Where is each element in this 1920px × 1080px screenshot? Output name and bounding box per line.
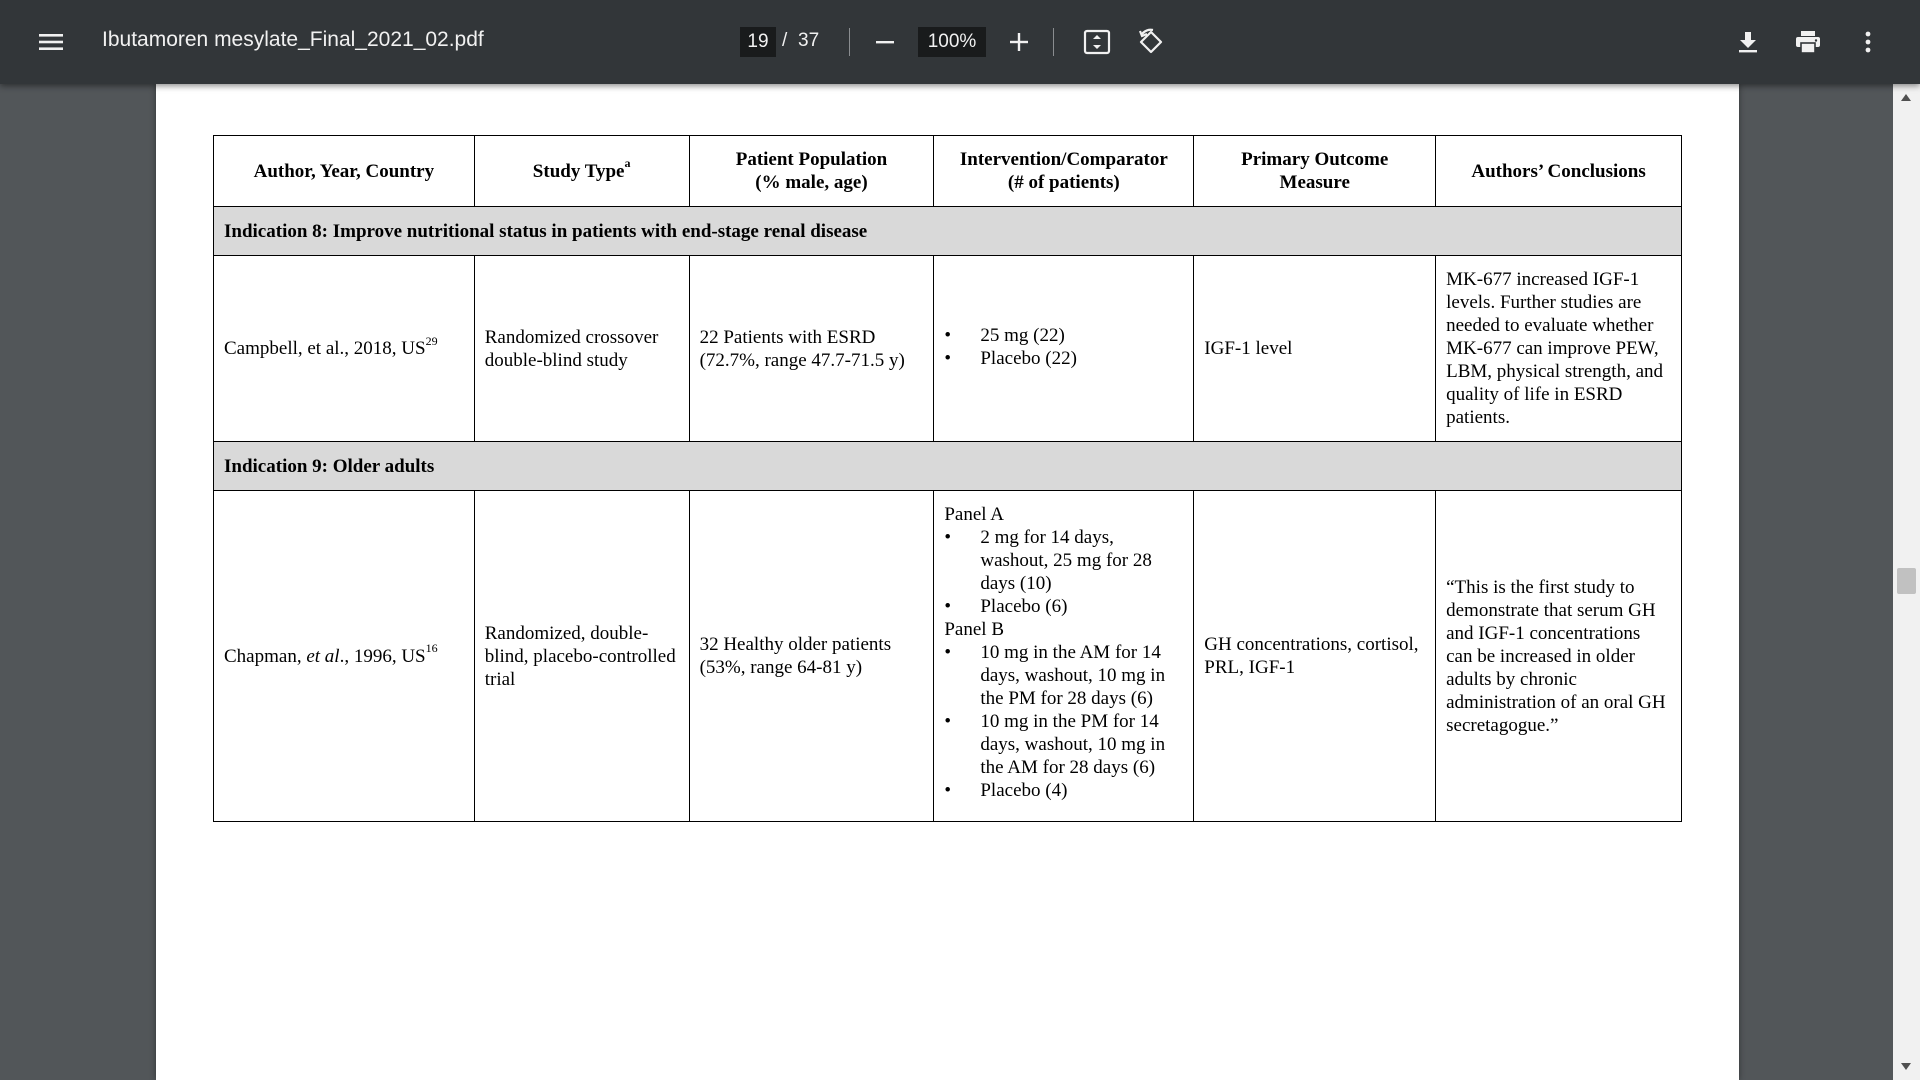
fit-to-page-icon (1083, 29, 1111, 55)
cell-outcome: IGF-1 level (1194, 256, 1436, 442)
intervention-list (944, 526, 1183, 618)
scroll-up-arrow-icon[interactable] (1901, 94, 1911, 101)
section-row (214, 207, 1682, 256)
document-title: Ibutamoren mesylate_Final_2021_02.pdf (102, 28, 484, 51)
panel-a-label: Panel A (944, 504, 1004, 525)
intervention-list (944, 641, 1183, 802)
study-table (213, 135, 1682, 822)
zoom-out-button[interactable] (863, 20, 907, 64)
panel-b-label: Panel B (944, 619, 1004, 640)
scroll-thumb[interactable] (1897, 568, 1916, 594)
vertical-scrollbar[interactable] (1893, 84, 1920, 1080)
more-vert-icon (1864, 30, 1872, 54)
section-title: Indication 8: Improve nutritional status in patients with end-stage renal disease (214, 207, 1682, 256)
table-row (214, 256, 1682, 442)
fit-to-page-button[interactable] (1075, 20, 1119, 64)
zoom-level-input[interactable] (918, 27, 986, 57)
minus-icon (875, 32, 895, 52)
download-button[interactable] (1726, 20, 1770, 64)
cell-conclusion: MK-677 increased IGF-1 levels. Further studies are needed to evaluate whether MK-677 can improve PEW, LBM, physical strength, and quality of life in ESRD patients. (1436, 256, 1682, 442)
cell-intervention (934, 491, 1194, 822)
list-item: • 10 mg in the AM for 14 days, washout, 10 mg in the PM for 28 days (6) (944, 641, 1183, 710)
plus-icon (1009, 32, 1029, 52)
zoom-in-button[interactable] (997, 20, 1041, 64)
page-total: 37 (798, 30, 820, 51)
cell-author: Campbell, et al., 2018, US$^{29}$ (214, 256, 475, 442)
table-header-row (214, 136, 1682, 207)
header-outcome: Primary Outcome Measure (1194, 136, 1436, 207)
cell-study-type: Randomized crossover double-blind study (474, 256, 689, 442)
list-item: • Placebo (6) (944, 595, 1183, 618)
cell-population: 22 Patients with ESRD (72.7%, range 47.7-71.5 y) (689, 256, 934, 442)
cell-author: Chapman, et al., 1996, US$^{16}$ (214, 491, 475, 822)
header-population: Patient Population (% male, age) (689, 136, 934, 207)
intervention-list (944, 324, 1183, 370)
menu-button[interactable] (26, 20, 76, 64)
rotate-icon (1137, 28, 1165, 56)
pdf-toolbar (0, 0, 1920, 84)
print-button[interactable] (1786, 20, 1830, 64)
menu-icon (38, 32, 64, 52)
section-row (214, 442, 1682, 491)
page-separator: / (782, 30, 788, 51)
download-icon (1737, 30, 1759, 54)
header-intervention: Intervention/Comparator (# of patients) (934, 136, 1194, 207)
cell-population: 32 Healthy older patients (53%, range 64-81 y) (689, 491, 934, 822)
table-row (214, 491, 1682, 822)
header-author: Author, Year, Country (214, 136, 475, 207)
cell-study-type: Randomized, double-blind, placebo-controlled trial (474, 491, 689, 822)
list-item: • 25 mg (22) (944, 324, 1183, 347)
rotate-button[interactable] (1129, 20, 1173, 64)
section-title: Indication 9: Older adults (214, 442, 1682, 491)
list-item: • Placebo (22) (944, 347, 1183, 370)
scroll-down-arrow-icon[interactable] (1901, 1063, 1911, 1070)
cell-conclusion: “This is the first study to demonstrate that serum GH and IGF-1 concentrations can be increased in older adults by chronic administration of an oral GH secretagogue.” (1436, 491, 1682, 822)
more-options-button[interactable] (1846, 20, 1890, 64)
print-icon (1795, 30, 1821, 54)
toolbar-divider (1053, 28, 1054, 56)
page-number-input[interactable] (740, 27, 776, 57)
cell-outcome: GH concentrations, cortisol, PRL, IGF-1 (1194, 491, 1436, 822)
header-conclusions: Authors’ Conclusions (1436, 136, 1682, 207)
toolbar-divider (849, 28, 850, 56)
header-study-type: Study Type$^a$ (474, 136, 689, 207)
list-item: • 10 mg in the PM for 14 days, washout, 10 mg in the AM for 28 days (6) (944, 710, 1183, 779)
list-item: • Placebo (4) (944, 779, 1183, 802)
list-item: • 2 mg for 14 days, washout, 25 mg for 28 days (10) (944, 526, 1183, 595)
cell-intervention (934, 256, 1194, 442)
